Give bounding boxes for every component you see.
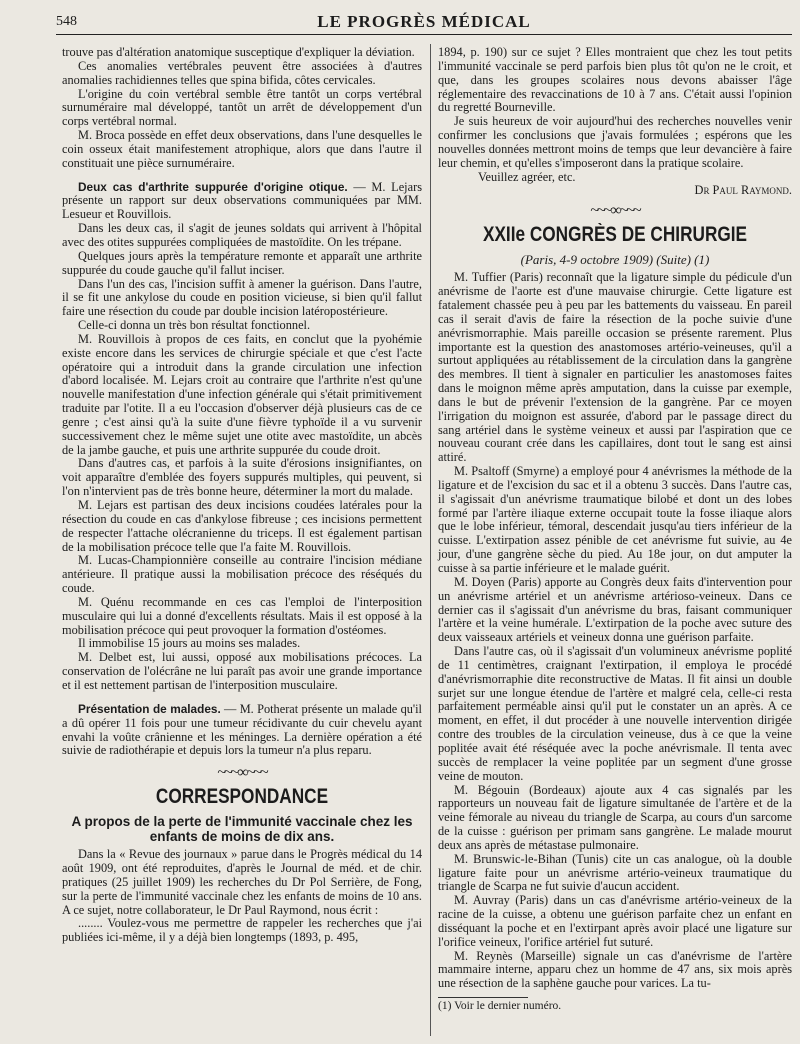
paragraph: Celle-ci donna un très bon résultat fonctionnel. [78, 318, 311, 333]
footnote: (1) Voir le dernier numéro. [438, 1000, 562, 1013]
paragraph: trouve pas d'altération anatomique susceptique d'expliquer la déviation. [62, 45, 415, 59]
paragraph: Il immobilise 15 jours au moins ses malades. [78, 636, 301, 651]
paragraph: M. Quénu recommande en ces cas l'emploi de l'interposition musculaire qui lui a donné d'excellents résultats. Mais il est opposé à la mobilisation précoce qui peut provoquer la formation d'ostéomes. [62, 594, 422, 637]
closing: Veuillez agréer, etc. [478, 169, 576, 184]
paragraph: Dans l'autre cas, où il s'agissait d'un volumineux anévrisme poplité de 11 centimètres, craignant l'extirpation, il employa le procédé d'anévrismorraphie dite reconstructive de Matas. Il fit ainsi un double surjet sur une longue étendue de l'artère et malgré cela, celle-ci resta parfaitement perméable ainsi qu'il put le constater un an après. A ce moment, en effet, il dut procéder à une nouvelle intervention dirigée contre des troubles de la circulation veineuse, dus à ce que la veine poplitée avait été réséquée avec la poche anévrismale. Il tenta avec succès de remplacer la veine poplitée par un segment d'une grosse veine de mouton. [438, 644, 792, 783]
page-header [56, 8, 792, 35]
signature: Dr Paul Raymond. [694, 183, 792, 198]
paragraph: M. Lejars est partisan des deux incisions coudées latérales pour la résection du coude en cas d'ankylose fibreuse ; ces incisions permettent de respecter l'attache olécranienne du triceps. Il est également partisan de la mobilisation précoce telle que l'a faite M. Rouvillois. [62, 498, 422, 554]
column-divider [430, 44, 431, 1036]
page-number: 548 [56, 14, 77, 29]
paragraph: M. Auvray (Paris) dans un cas d'anévrisme artério-veineux de la racine de la cuisse, a obtenu une guérison parfaite chez un enfant en disséquant la poche et en l'extirpant après avoir placé une ligature sur l'orifice veineux, l'orifice artériel fut suturé. [438, 893, 792, 949]
paragraph: Je suis heureux de voir aujourd'hui des recherches nouvelles venir confirmer les conclusions que j'avais formulées ; espérons que les nouvelles données mettront moins de temps que leur devancière à faire leur chemin, et qu'elles s'imposeront dans la pratique scolaire. [438, 114, 792, 170]
paragraph: M. Doyen (Paris) apporte au Congrès deux faits d'intervention pour un anévrisme artériel et un anévrisme artérioso-veineux. Dans ce dernier cas il s'agissait d'un anévrisme du bras, faisant communiquer l'artère et la veine humérale. L'extirpation de la poche avec suture des deux vaisseaux artériels et veineux donna une guérison parfaite. [438, 574, 792, 645]
section-lead: — M. Potherat présente un malade qu'il a dû opérer 11 fois pour une tumeur récidivante du cuir chevelu ayant envahi la voûte crânienne et les méninges. La dernière opération a été suivie de radiothérapie et depuis lors la tumeur n'a plus reparu. [62, 701, 422, 758]
paragraph: M. Rouvillois à propos de ces faits, en conclut que la pyohémie existe encore dans les services de chirurgie spéciale et que c'est l'acte opératoire qui a introduit dans la grande circulation une infection d'abord localisée. M. Lejars croit au contraire que l'arthrite n'est qu'une nouvelle manifestation d'une infection générale qui s'était primitivement traduite par l'otite. Il a eu l'occasion d'observer déjà plusieurs cas de ce genre ; c'est ainsi qu'à la suite d'une fièvre typhoïde il a vu survenir successivement chez le même sujet une otite avec mastoïdite, un abcès de la jambe gauche, et puis une arthrite suppurée du coude droit. [62, 331, 422, 457]
paragraph: M. Brunswic-le-Bihan (Tunis) cite un cas analogue, où la double ligature faite pour un anévrisme artério-veineux traumatique du triangle de Scarpa ne fut suivie d'aucun accident. [438, 851, 792, 894]
section-arthrite [62, 181, 422, 223]
ornament-divider: ~~~∞~~~ [590, 202, 640, 220]
paragraph: M. Lucas-Championnière conseille au contraire l'incision médiane antérieure. Il pratique aussi la mobilisation précoce des réséqués du coude. [62, 553, 422, 596]
right-column [438, 46, 792, 1014]
paragraph: M. Tuffier (Paris) reconnaît que la ligature simple du pédicule d'un anévrisme de l'aorte est d'une mauvaise chirurgie. Cette ligature est fatalement chassée peu à peu par les battements du vaisseau. En pareil cas il serait d'avis de faire la résection de la poche suivie d'une anévrismorraphie. Mais pareille occasion se présente rarement. Plus importante est la question des anastomoses artério-veineuses, qu'il a surtout appliquées au rétablissement de la circulation dans la gangrène des membres. Il tient à signaler en particulier les anastomoses faites dans le moignon même après amputation, dans la cuisse par exemple, dans le but de prévenir l'extension de la gangrène. Par ce moyen l'irrigation du moignon est assurée, d'abord par le passage direct du sang artériel dans le système veineux et aussi par l'aspiration que ce nouveau courant crée dans les capillaires, dont tout le sang est ainsi attiré. [438, 270, 792, 465]
paragraph: L'origine du coin vertébral semble être tantôt un corps vertébral surnuméraire mal développé, tantôt un arrêt de développement d'un corps vertébral normal. [62, 86, 422, 129]
paragraph: M. Delbet est, lui aussi, opposé aux mobilisations précoces. La conservation de l'olécrâne ne lui paraît pas avoir une grande importance et il est nettement partisan de l'interposition musculaire. [62, 650, 422, 692]
paragraph: Ces anomalies vertébrales peuvent être associées à d'autres anomalies rachidiennes telles que spina bifida, côtes cervicales. [62, 58, 422, 87]
running-title: LE PROGRÈS MÉDICAL [317, 12, 531, 31]
paragraph: M. Psaltoff (Smyrne) a employé pour 4 anévrismes la méthode de la ligature et de l'excision du sac et il a obtenu 3 succès. Dans l'autre cas, il s'agissait d'un anévrisme traumatique bilobé et dont un des lobes formé par l'artère iliaque externe occupait toute la fosse iliaque alors que le lobe inférieur, témoral, descendait jusqu'au tiers inférieur de la cuisse. L'extirpation assez pénible de cet anévrisme fut suivie, au 4e jour, d'une gangrène sèche du pied. Au 18e jour, on dut amputer la cuisse à sa partie inférieure et le malade guérit. [438, 464, 792, 575]
correspondance-title: CORRESPONDANCE [155, 785, 329, 809]
paragraph: Dans l'un des cas, l'incision suffit à amener la guérison. Dans l'autre, il se fit une ankylose du coude en position vicieuse, si bien qu'il fallut faire une résection du coude par double incision latéropostérieure. [62, 276, 422, 319]
congres-subtitle: (Paris, 4-9 octobre 1909) (Suite) (1) [520, 252, 710, 268]
section-title: Présentation de malades. [78, 701, 221, 716]
paragraph: Dans la « Revue des journaux » parue dans le Progrès médical du 14 août 1909, ont été reproduites, d'après le Journal de méd. et de chir. pratiques (25 juillet 1909) les recherches du Dr Pol Serrière, de Fong, sur la perte de l'immunité vaccinale chez les enfants de moins de 10 ans. A ce sujet, notre collaborateur, le Dr Paul Raymond, nous écrit : [62, 847, 422, 917]
congres-title: XXIIe CONGRÈS DE CHIRURGIE [482, 223, 748, 247]
paragraph: Dans les deux cas, il s'agit de jeunes soldats qui arrivent à l'hôpital avec des otites suppurées compliquées de mastoïdite. On les trépane. [62, 221, 422, 249]
section-presentation [62, 703, 422, 758]
paragraph: M. Reynès (Marseille) signale un cas d'anévrisme de l'artère mammaire interne, apparu chez un homme de 47 ans, six mois après une résection de la saphène gauche pour varices. La tu- [438, 948, 792, 991]
left-column [62, 46, 422, 945]
footnote-rule [438, 997, 528, 998]
paragraph: 1894, p. 190) sur ce sujet ? Elles montraient que chez les tout petits l'immunité vaccinale se perd parfois bien plus tôt qu'on ne le croit, et que, dans les groupes scolaires nous devons abaisser l'âge réglementaire des revaccinations de 10 à 7 ans. C'était aussi l'opinion du regretté Bourneville. [438, 45, 792, 115]
paragraph: M. Broca possède en effet deux observations, dans l'une desquelles le coin osseux était manifestement atrophique, alors que dans l'autre il constituait une pièce surnuméraire. [62, 128, 422, 170]
paragraph: M. Bégouin (Bordeaux) ajoute aux 4 cas signalés par les rapporteurs un nouveau fait de ligature simultanée de l'artère et de la veine fémorale au niveau du triangle de Scarpa, au cours d'un sarcome de la cuisse : guérison per primam sans gangrène. Le malade mourut deux ans après de métastase pulmonaire. [438, 782, 792, 852]
section-lead: — M. Lejars présente un rapport sur deux observations communiquées par MM. Lesueur et Rouvillois. [62, 179, 422, 222]
ornament-divider: ~~~∞~~~ [217, 764, 267, 782]
paragraph: ........ Voulez-vous me permettre de rappeler les recherches que j'ai publiées ici-même, il y a déjà bien longtemps (1893, p. 495, [62, 916, 422, 945]
section-title: Deux cas d'arthrite suppurée d'origine otique. [78, 179, 348, 194]
correspondance-subtitle: A propos de la perte de l'immunité vaccinale chez les enfants de moins de dix ans. [71, 814, 413, 845]
paragraph: Dans d'autres cas, et parfois à la suite d'érosions insignifiantes, on voit apparaître d'emblée des foyers suppurés multiples, qui peuvent, si l'on n'intervient pas de très bonne heure, déterminer la mort du malade. [62, 456, 422, 499]
paragraph: Quelques jours après la température remonte et apparaît une arthrite suppurée du coude gauche qu'il fallut inciser. [62, 248, 422, 277]
